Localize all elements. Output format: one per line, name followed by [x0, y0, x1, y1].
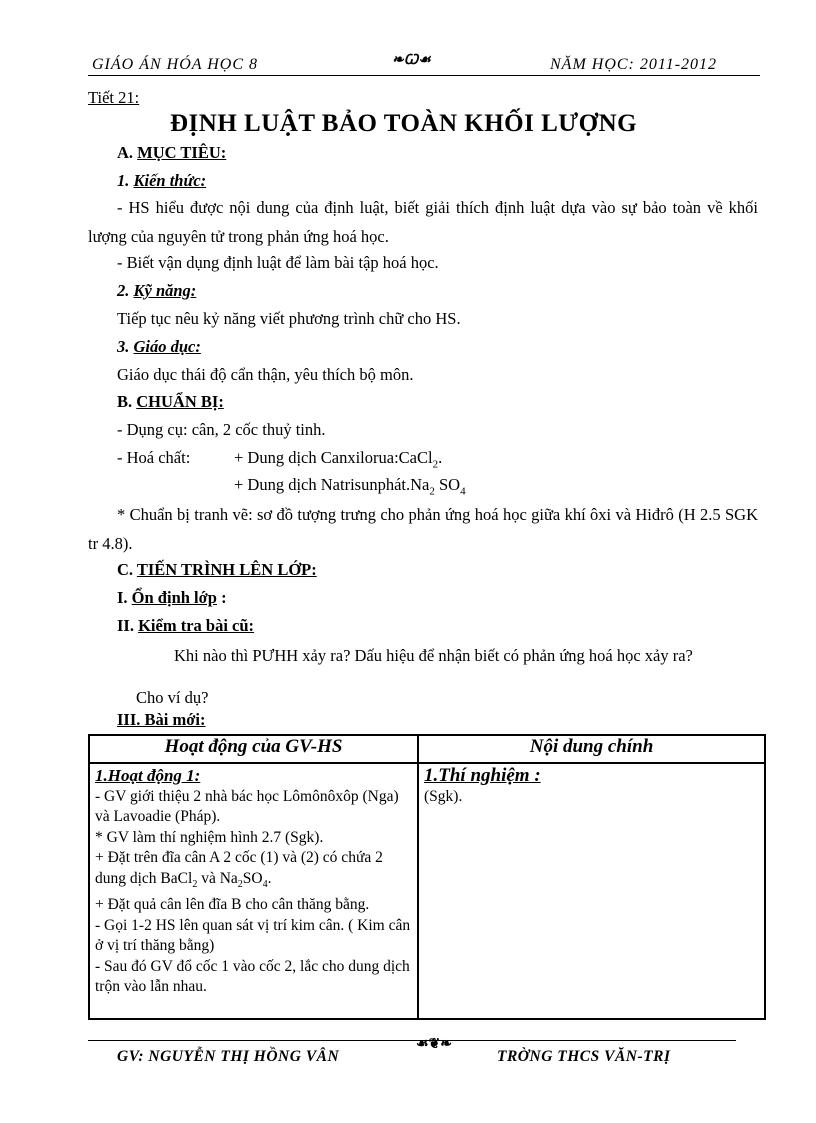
chemical-2: [234, 475, 466, 497]
footer-ornament-icon: ☙❦❧: [416, 1037, 453, 1052]
review-example: Cho ví dụ?: [136, 688, 209, 707]
footer-school: TRỜNG THCS VĂN-TRỊ: [497, 1048, 671, 1065]
step-1-prefix: I.: [117, 588, 132, 607]
chemical-1-sub: 2: [432, 458, 439, 471]
header-subject: GIÁO ÁN HÓA HỌC 8: [92, 56, 259, 73]
experiment-text: (Sgk).: [424, 787, 463, 805]
step-2-heading: [117, 616, 254, 636]
knowledge-paragraph-1: - HS hiểu được nội dung của định luật, biết giải thích định luật dựa vào sự bảo toàn về khối lượng của nguyên tử trong phản ứng hoá học.: [88, 198, 758, 246]
step-1-title: Ổn định lớp: [131, 588, 217, 607]
chemical-1-text: + Dung dịch Canxilorua:CaCl: [234, 448, 433, 467]
activity-line-3-text: + Đặt trên đĩa cân A 2 cốc (1) và (2) có chứa 2 dung dịch BaCl: [95, 849, 383, 887]
section-b-prefix: B.: [117, 392, 137, 411]
chemical-2-text: + Dung dịch Natrisunphát.Na: [234, 475, 430, 494]
activity-line-5: - Gọi 1-2 HS lên quan sát vị trí kim cân. ( Kim cân ở vị trí thăng bằng): [95, 916, 411, 955]
education-num: 3.: [117, 337, 134, 356]
step-2-prefix: II.: [117, 616, 139, 635]
table-row: [89, 763, 765, 1019]
lesson-table: [88, 734, 766, 1020]
activity-line-3: [95, 848, 413, 895]
education-paragraph: Giáo dục thái độ cẩn thận, yêu thích bộ môn.: [117, 365, 414, 384]
activity-line-2: * GV làm thí nghiệm hình 2.7 (Sgk).: [95, 828, 324, 846]
col-header-content: Nội dung chính: [418, 735, 765, 763]
education-title: Giáo dục:: [133, 337, 201, 356]
section-c-prefix: C.: [117, 560, 137, 579]
knowledge-paragraph-2: - Biết vận dụng định luật để làm bài tập hoá học.: [117, 253, 439, 272]
section-c-title: TIẾN TRÌNH LÊN LỚP:: [136, 560, 317, 579]
col-header-activities: Hoạt động của GV-HS: [89, 735, 418, 763]
section-b-heading: [117, 392, 224, 412]
chemical-2-mid: SO: [434, 475, 461, 494]
activity-cell: [89, 763, 418, 1019]
skill-title: Kỹ năng:: [133, 281, 197, 300]
line-3-dot: .: [267, 869, 272, 887]
activity-line-6: - Sau đó GV đổ cốc 1 vào cốc 2, lắc cho dung dịch trộn vào lẫn nhau.: [95, 957, 410, 996]
bacl-sub: 2: [192, 878, 198, 890]
skill-num: 2.: [117, 281, 134, 300]
footer-teacher: GV: NGUYỄN THỊ HỒNG VÂN: [117, 1048, 340, 1065]
review-question: Khi nào thì PƯHH xảy ra? Dấu hiệu để nhận biết có phản ứng hoá học xảy ra?: [174, 646, 693, 665]
content-cell: [418, 763, 765, 1019]
na-sub: 2: [237, 878, 243, 890]
experiment-title: 1.Thí nghiệm :: [424, 765, 541, 786]
chemicals-label: - Hoá chất:: [117, 448, 191, 467]
step-3-heading: III. Bài mới:: [117, 710, 206, 729]
knowledge-num: 1.: [117, 171, 134, 190]
step-2-title: Kiểm tra bài cũ:: [138, 616, 255, 635]
education-heading: [117, 337, 201, 357]
tools-line: - Dụng cụ: cân, 2 cốc thuỷ tinh.: [117, 420, 326, 439]
lesson-number: Tiết 21:: [88, 88, 140, 107]
activity-title: 1.Hoạt động 1:: [95, 766, 201, 785]
header-school-year: NĂM HỌC: 2011-2012: [550, 56, 718, 73]
knowledge-heading: [117, 171, 206, 191]
chemical-2-sub-2: 4: [460, 485, 466, 498]
section-a-heading: [117, 143, 226, 163]
so-sub: 4: [262, 878, 268, 890]
step-1-heading: [117, 588, 227, 608]
chemical-2-sub-1: 2: [429, 485, 435, 498]
header-ornament-icon: ❧Ꞷ☙: [392, 53, 431, 68]
table-header-row: [89, 735, 765, 763]
skill-paragraph: Tiếp tục nêu kỷ năng viết phương trình chữ cho HS.: [117, 309, 461, 328]
section-a-prefix: A.: [117, 143, 138, 162]
header-divider: [88, 75, 760, 76]
section-a-title: MỤC TIÊU:: [137, 143, 227, 162]
activity-line-1: - GV giới thiệu 2 nhà bác học Lômônôxôp (Nga) và Lavoadie (Pháp).: [95, 787, 399, 825]
na-text: và Na: [197, 869, 238, 887]
page-title: ĐỊNH LUẬT BẢO TOÀN KHỐI LƯỢNG: [170, 110, 638, 137]
section-c-heading: [117, 560, 317, 580]
so-text: SO: [242, 869, 263, 887]
chemical-1: [234, 448, 442, 470]
knowledge-title: Kiến thức:: [133, 171, 207, 190]
step-1-suffix: :: [216, 588, 227, 607]
chemical-1-end: .: [438, 448, 443, 467]
picture-paragraph: * Chuẩn bị tranh vẽ: sơ đồ tượng trưng cho phản ứng hoá học giữa khí ôxi và Hiđrô (H 2.5 SGK tr 4.8).: [88, 505, 758, 553]
activity-line-4: + Đặt quả cân lên đĩa B cho cân thăng bằng.: [95, 896, 370, 914]
section-b-title: CHUẨN BỊ:: [136, 392, 224, 411]
skill-heading: [117, 281, 196, 301]
footer-divider: [88, 1040, 736, 1041]
